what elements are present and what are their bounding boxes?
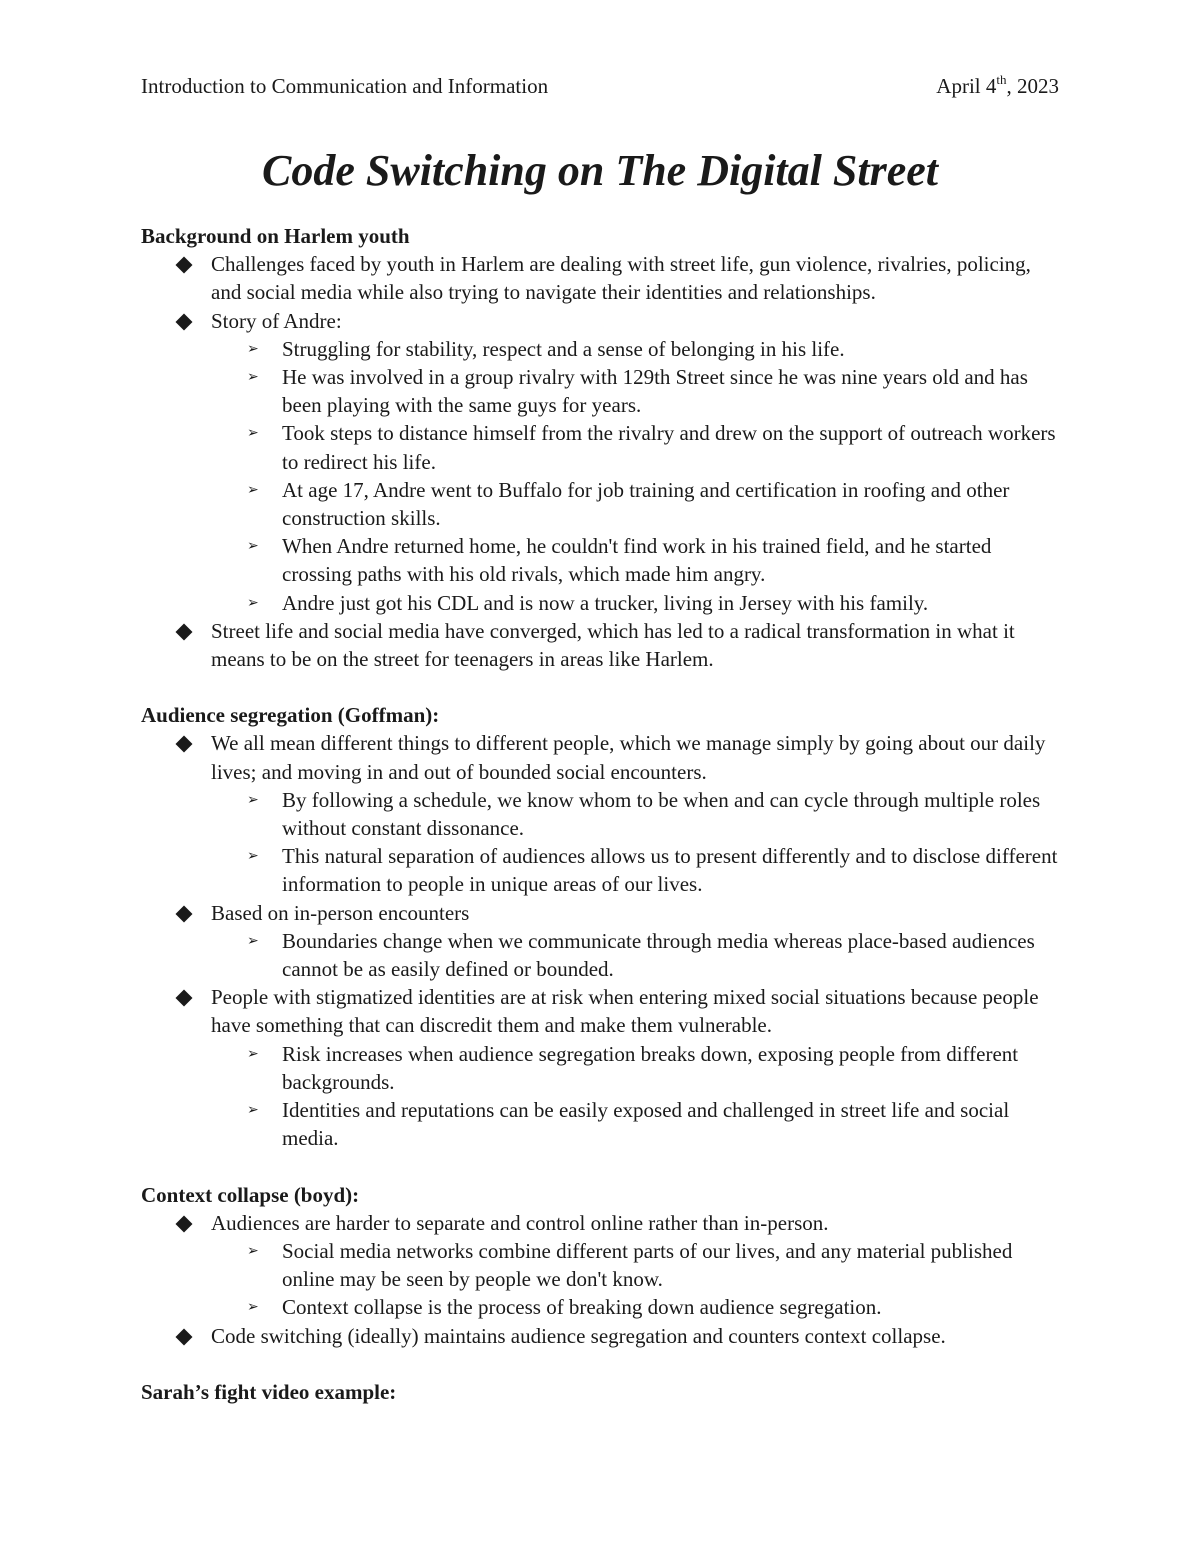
bullet-text: People with stigmatized identities are at risk when entering mixed social situations because people have something that can discredit them and make them vulnerable. — [211, 985, 1039, 1038]
sub-bullet-text: Social media networks combine different parts of our lives, and any material published online may be seen by people we don't know. — [282, 1238, 1013, 1292]
sub-bullet-item — [141, 786, 1061, 842]
bullet-list — [141, 729, 1061, 1152]
sub-bullet-item — [141, 927, 1061, 983]
sub-bullet-text: Risk increases when audience segregation breaks down, exposing people from different backgrounds. — [282, 1041, 1019, 1094]
document-date: April 4th, 2023 — [936, 72, 1059, 98]
sub-bullet-item — [141, 1293, 1061, 1321]
section — [141, 1181, 1061, 1350]
bullet-text: Code switching (ideally) maintains audience segregation and counters context collapse. — [211, 1323, 946, 1348]
sub-bullet-text: At age 17, Andre went to Buffalo for job training and certification in roofing and other construction skills. — [282, 477, 1010, 531]
page-header — [141, 72, 1059, 100]
section — [141, 222, 1061, 673]
arrow-bullet-icon: ➢ — [247, 369, 259, 386]
sub-bullet-item — [141, 842, 1061, 898]
section — [141, 701, 1061, 1152]
sub-bullet-text: Context collapse is the process of breaking down audience segregation. — [282, 1295, 882, 1320]
section-heading: Audience segregation (Goffman): — [141, 703, 440, 728]
arrow-bullet-icon: ➢ — [247, 594, 259, 611]
arrow-bullet-icon: ➢ — [247, 1242, 259, 1259]
sub-bullet-text: Andre just got his CDL and is now a trucker, living in Jersey with his family. — [282, 590, 929, 615]
bullet-text: Challenges faced by youth in Harlem are dealing with street life, gun violence, rivalries, policing, and social media while also trying to navigate their identities and relationships. — [211, 252, 1031, 305]
sub-bullet-text: Identities and reputations can be easily exposed and challenged in street life and social media. — [282, 1098, 1010, 1151]
bullet-list — [141, 1209, 1061, 1350]
arrow-bullet-icon: ➢ — [247, 481, 259, 498]
diamond-bullet-icon — [176, 623, 193, 640]
sub-bullet-item — [141, 363, 1061, 419]
diamond-bullet-icon — [176, 313, 193, 330]
diamond-bullet-icon — [176, 990, 193, 1007]
bullet-list — [141, 250, 1061, 673]
sub-bullet-text: He was involved in a group rivalry with 129th Street since he was nine years old and has been playing with the same guys for years. — [282, 365, 1028, 418]
sub-bullet-item — [141, 335, 1061, 363]
diamond-bullet-icon — [176, 1215, 193, 1232]
sub-bullet-text: This natural separation of audiences allows us to present differently and to disclose different information to people in unique areas of our lives. — [282, 844, 1058, 897]
sub-bullet-item — [141, 419, 1061, 475]
sub-bullet-item — [141, 1040, 1061, 1096]
sub-bullet-item — [141, 532, 1061, 588]
arrow-bullet-icon: ➢ — [247, 1045, 259, 1062]
bullet-item — [141, 307, 1061, 335]
diamond-bullet-icon — [176, 1328, 193, 1345]
bullet-text: Based on in-person encounters — [211, 900, 470, 925]
sub-bullet-text: Took steps to distance himself from the rivalry and drew on the support of outreach workers to redirect his life. — [282, 421, 1056, 474]
sub-bullet-text: Boundaries change when we communicate through media whereas place-based audiences cannot be as easily defined or bounded. — [282, 928, 1035, 982]
arrow-bullet-icon: ➢ — [247, 791, 259, 808]
sub-bullet-item — [141, 476, 1061, 532]
arrow-bullet-icon: ➢ — [247, 1299, 259, 1316]
diamond-bullet-icon — [176, 905, 193, 922]
bullet-item — [141, 250, 1061, 306]
bullet-item — [141, 1322, 1061, 1350]
arrow-bullet-icon: ➢ — [247, 340, 259, 357]
bullet-item — [141, 983, 1061, 1039]
arrow-bullet-icon: ➢ — [247, 932, 259, 949]
section-heading: Sarah’s fight video example: — [141, 1379, 397, 1404]
bullet-item — [141, 1209, 1061, 1237]
arrow-bullet-icon: ➢ — [247, 1102, 259, 1119]
section-heading: Context collapse (boyd): — [141, 1182, 360, 1207]
sub-bullet-text: When Andre returned home, he couldn't find work in his trained field, and he started crossing paths with his old rivals, which made him angry. — [282, 534, 992, 587]
course-name: Introduction to Communication and Information — [141, 74, 549, 98]
bullet-item — [141, 617, 1061, 673]
sub-bullet-item — [141, 1237, 1061, 1293]
document-body — [141, 222, 1061, 1406]
bullet-item — [141, 729, 1061, 785]
bullet-text: Story of Andre: — [211, 308, 342, 333]
diamond-bullet-icon — [176, 257, 193, 274]
section-heading: Background on Harlem youth — [141, 224, 410, 248]
bullet-text: Street life and social media have converged, which has led to a radical transformation in what it means to be on the street for teenagers in areas like Harlem. — [211, 618, 1015, 672]
sub-bullet-text: Struggling for stability, respect and a sense of belonging in his life. — [282, 336, 845, 361]
section — [141, 1378, 1061, 1406]
bullet-text: We all mean different things to different people, which we manage simply by going about our daily lives; and moving in and out of bounded social encounters. — [211, 731, 1046, 784]
sub-bullet-item — [141, 1096, 1061, 1152]
document-title: Code Switching on The Digital Street — [262, 146, 938, 195]
arrow-bullet-icon: ➢ — [247, 425, 259, 442]
arrow-bullet-icon: ➢ — [247, 538, 259, 555]
sub-bullet-text: By following a schedule, we know whom to be when and can cycle through multiple roles without constant dissonance. — [282, 787, 1041, 841]
bullet-item — [141, 899, 1061, 927]
arrow-bullet-icon: ➢ — [247, 848, 259, 865]
diamond-bullet-icon — [176, 736, 193, 753]
sub-bullet-item — [141, 589, 1061, 617]
bullet-text: Audiences are harder to separate and control online rather than in-person. — [211, 1210, 829, 1235]
